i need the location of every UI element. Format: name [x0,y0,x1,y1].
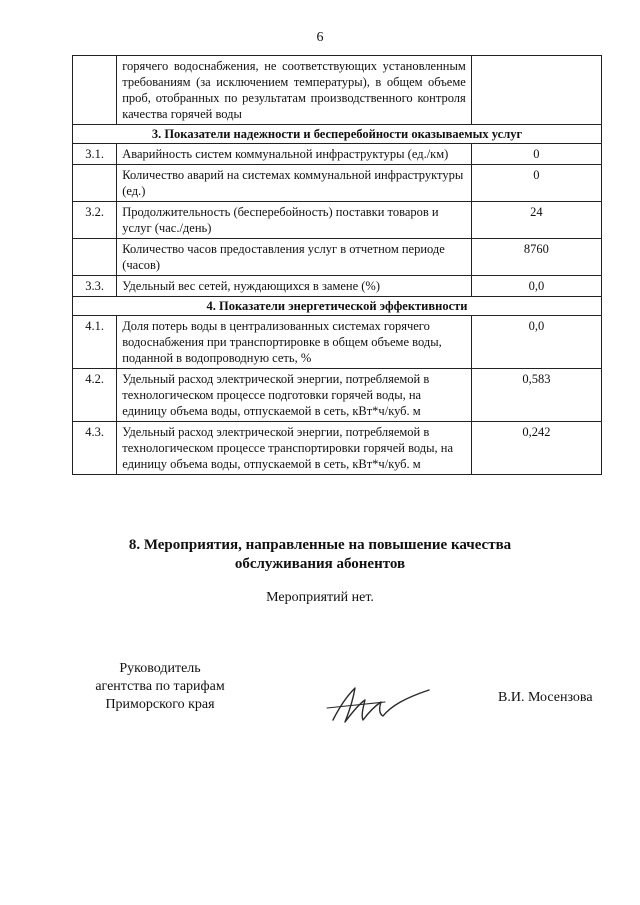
section-8-body: Мероприятий нет. [266,590,374,605]
table-row [73,422,602,475]
indicators-table [72,55,602,475]
section-header-3 [73,125,602,144]
signer-position-line: Приморского края [105,697,215,712]
section-8-heading [0,536,640,574]
table-row [73,369,602,422]
signer-name: В.И. Мосензова [498,690,593,705]
row-value: 0,0 [471,276,601,297]
signer-position-line: агентства по тарифам [95,679,225,694]
table-row [73,144,602,165]
table-row [73,276,602,297]
table-row [73,165,602,202]
row-text: Удельный расход электрической энергии, потребляемой в технологическом процессе подготовки горячей воды, на единицу объема воды, отпускаемой в сеть, кВт*ч/куб. м [117,369,472,422]
handwritten-signature [325,678,435,728]
row-number [73,165,117,202]
table-row [73,316,602,369]
row-text: Количество аварий на системах коммунальной инфраструктуры (ед.) [117,165,472,202]
row-value: 0 [471,144,601,165]
row-text: Продолжительность (бесперебойность) поставки товаров и услуг (час./день) [117,202,472,239]
row-value: 0,242 [471,422,601,475]
row-number: 3.2. [73,202,117,239]
row-text: Удельный расход электрической энергии, потребляемой в технологическом процессе транспортировки горячей воды, на единицу объема воды, отпускаемой в сеть, кВт*ч/куб. м [117,422,472,475]
row-value: 0 [471,165,601,202]
row-text: Доля потерь воды в централизованных системах горячего водоснабжения при транспортировке в общем объеме воды, поданной в водопроводную сеть, % [117,316,472,369]
section-title: 3. Показатели надежности и бесперебойности оказываемых услуг [73,125,602,144]
row-text: Количество часов предоставления услуг в отчетном периоде (часов) [117,239,472,276]
table-row [73,202,602,239]
row-value: 0,583 [471,369,601,422]
table-row [73,56,602,125]
row-number: 4.3. [73,422,117,475]
table-row [73,239,602,276]
row-text: Аварийность систем коммунальной инфраструктуры (ед./км) [117,144,472,165]
signer-position-line: Руководитель [119,661,201,676]
row-value [471,56,601,125]
row-value: 24 [471,202,601,239]
row-text: горячего водоснабжения, не соответствующих установленным требованиям (за исключением температуры), в общем объеме проб, отобранных по результатам производственного контроля качества горячей воды [117,56,472,125]
row-number: 4.1. [73,316,117,369]
section-title: 4. Показатели энергетической эффективности [73,297,602,316]
row-number: 3.1. [73,144,117,165]
row-number [73,239,117,276]
page-number: 6 [316,30,324,45]
row-number: 4.2. [73,369,117,422]
row-number [73,56,117,125]
row-text: Удельный вес сетей, нуждающихся в замене (%) [117,276,472,297]
section-header-4 [73,297,602,316]
row-value: 8760 [471,239,601,276]
section-8-title-line: 8. Мероприятия, направленные на повышение качества [128,537,512,553]
signer-position [80,660,240,714]
row-number: 3.3. [73,276,117,297]
section-8-title-line: обслуживания абонентов [234,556,406,572]
row-value: 0,0 [471,316,601,369]
